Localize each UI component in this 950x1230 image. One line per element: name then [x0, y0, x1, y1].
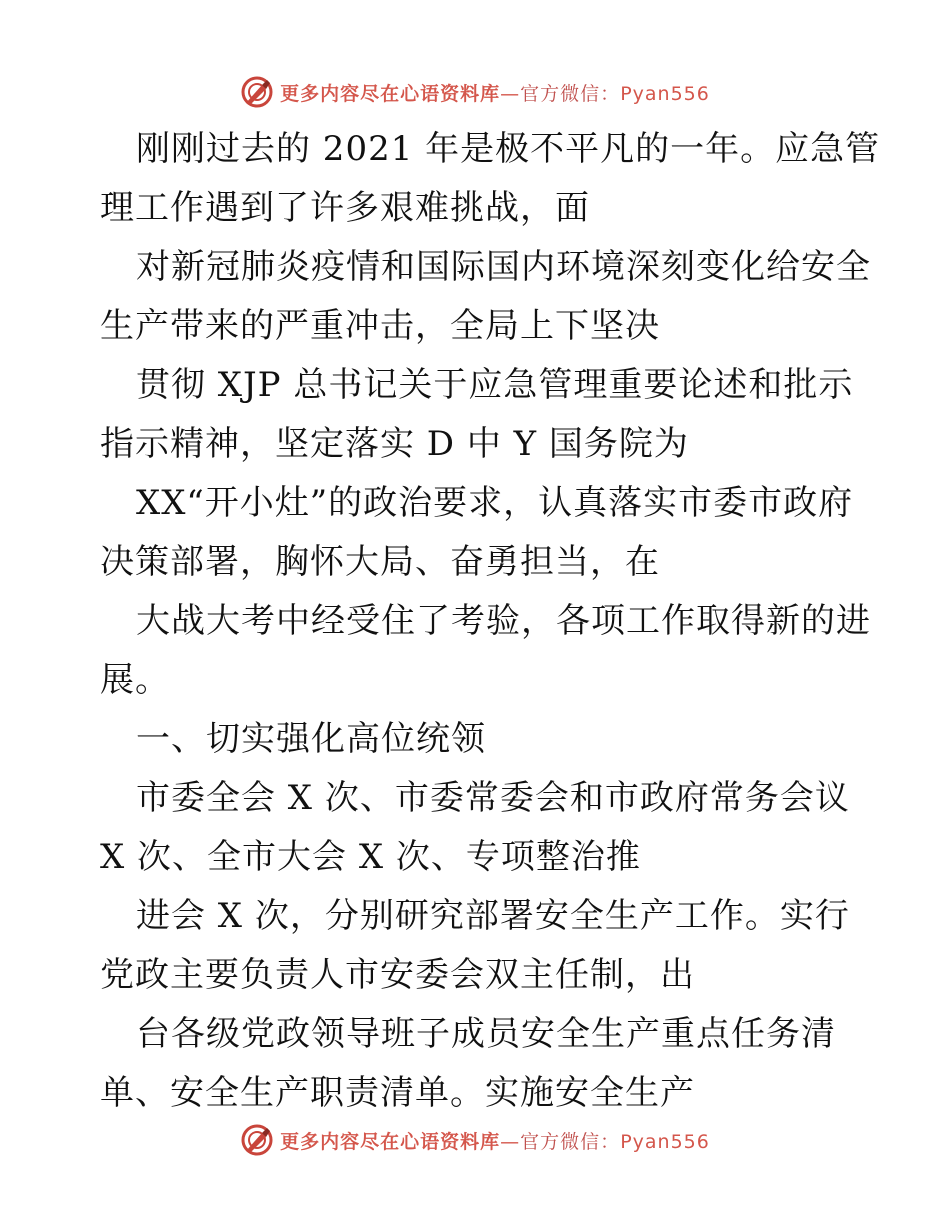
body-line: 贯彻 XJP 总书记关于应急管理重要论述和批示 [136, 365, 854, 405]
header-official-label: 官方微信： [520, 82, 621, 105]
body-line: 展。 [100, 660, 170, 700]
body-line: XX“开小灶”的政治要求，认真落实市委市政府 [136, 483, 854, 523]
body-line: 大战大考中经受住了考验，各项工作取得新的进 [136, 601, 871, 641]
body-line: 党政主要负责人市安委会双主任制，出 [100, 955, 695, 995]
body-line: 台各级党政领导班子成员安全生产重点任务清 [136, 1014, 836, 1054]
header-brand: 更多内容尽在心语资料库 [280, 82, 501, 105]
body-line: 进会 X 次，分别研究部署安全生产工作。实行 [136, 896, 850, 936]
body-line: 生产带来的严重冲击，全局上下坚决 [100, 306, 660, 346]
section-heading: 一、切实强化高位统领 [136, 719, 486, 759]
body-line: X 次、全市大会 X 次、专项整治推 [100, 837, 641, 877]
header-dash: — [500, 82, 521, 105]
body-line: 市委全会 X 次、市委常委会和市政府常务会议 [136, 778, 850, 818]
body-line: 理工作遇到了许多艰难挑战，面 [100, 188, 590, 228]
header-banner [0, 72, 950, 112]
footer-official-label: 官方微信： [520, 1130, 621, 1153]
logo-icon [240, 75, 274, 109]
footer-wechat-id: Pyan556 [620, 1130, 710, 1153]
logo-icon [240, 1123, 274, 1157]
header-wechat-id: Pyan556 [620, 82, 710, 105]
body-line: 对新冠肺炎疫情和国际国内环境深刻变化给安全 [136, 247, 871, 287]
document-body [100, 120, 881, 1123]
footer-banner [0, 1120, 950, 1160]
body-line: 指示精神，坚定落实 D 中 Y 国务院为 [100, 424, 689, 464]
header-text [280, 79, 710, 106]
body-line: 刚刚过去的 2021 年是极不平凡的一年。应急管 [136, 129, 881, 169]
body-line: 单、安全生产职责清单。实施安全生产 [100, 1073, 695, 1113]
footer-text [280, 1127, 710, 1154]
footer-brand: 更多内容尽在心语资料库 [280, 1130, 501, 1153]
body-line: 决策部署，胸怀大局、奋勇担当，在 [100, 542, 660, 582]
footer-dash: — [500, 1130, 521, 1153]
